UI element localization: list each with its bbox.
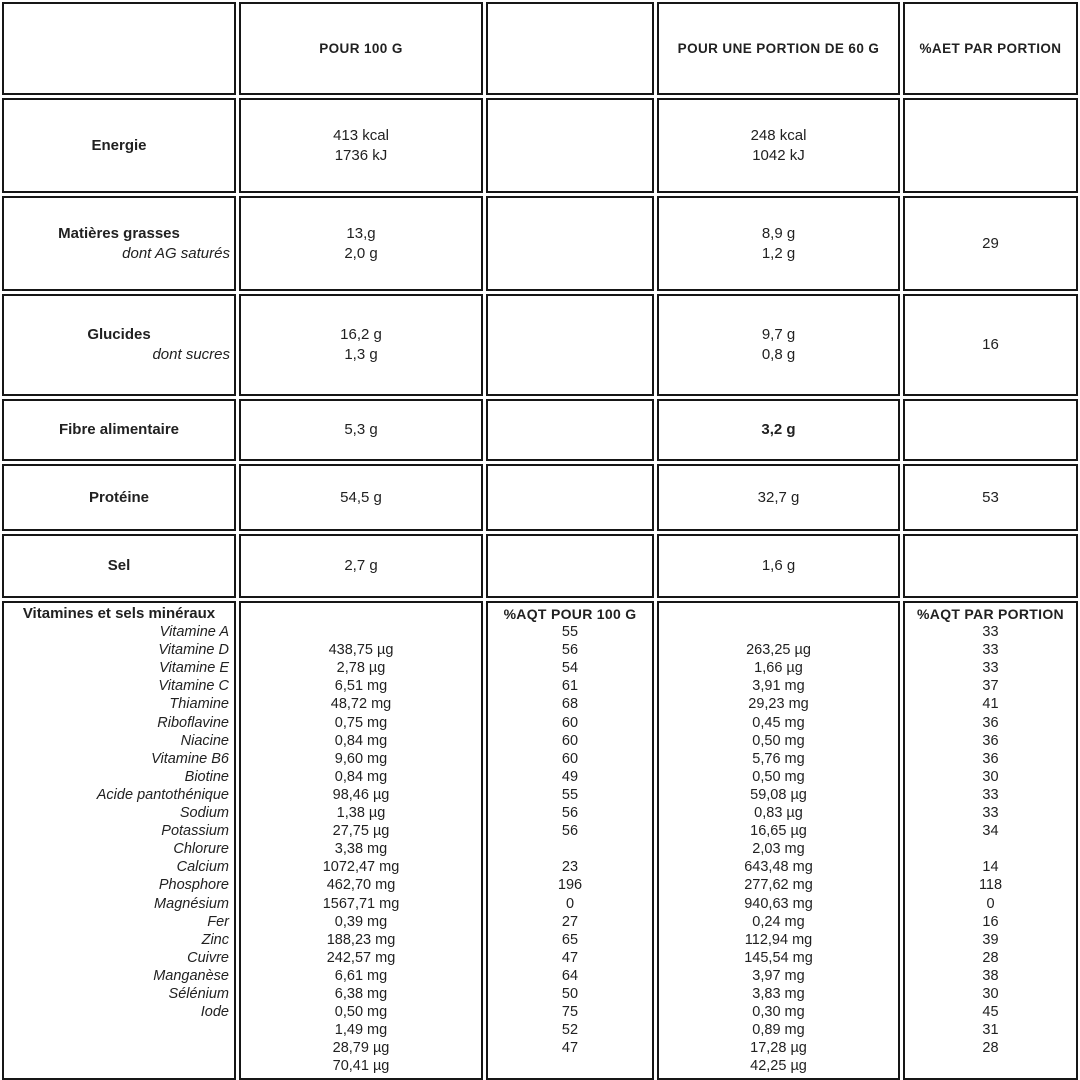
vitamin-aqt-100g: 60 bbox=[561, 732, 579, 749]
aqt-per-100g-header: %AQT POUR 100 G bbox=[503, 606, 637, 622]
vitamins-aqt-100g-column bbox=[486, 601, 654, 1080]
row-proteine-spacer-cell bbox=[486, 464, 654, 531]
vitamin-aqt-100g: 55 bbox=[561, 786, 579, 803]
vitamin-aqt-portion: 37 bbox=[982, 678, 999, 695]
blank-line bbox=[241, 623, 481, 641]
vitamin-value-portion: 2,03 mg bbox=[752, 841, 805, 858]
vitamin-value-100g: 6,51 mg bbox=[334, 678, 388, 695]
vitamin-value-portion: 277,62 mg bbox=[744, 877, 813, 894]
blank-line bbox=[905, 1057, 1076, 1075]
value-line: 413 kcal bbox=[333, 126, 389, 144]
row-fibre-spacer-cell bbox=[486, 399, 654, 461]
vitamin-aqt-portion: 33 bbox=[982, 786, 999, 803]
vitamin-value-portion: 0,30 mg bbox=[752, 1004, 805, 1021]
vitamin-label: Magnésium bbox=[154, 895, 229, 912]
vitamin-aqt-100g: 27 bbox=[561, 913, 579, 930]
vitamin-value-100g: 462,70 mg bbox=[326, 877, 396, 894]
value-line: 3,2 g bbox=[761, 421, 796, 438]
vitamin-value-100g: 70,41 µg bbox=[332, 1058, 390, 1075]
vitamin-aqt-100g: 50 bbox=[561, 985, 579, 1002]
vitamin-value-100g: 1072,47 mg bbox=[322, 859, 400, 876]
vitamin-aqt-100g: 64 bbox=[561, 967, 579, 984]
value-line: 8,9 g bbox=[761, 224, 796, 242]
vitamin-value-portion: 0,50 mg bbox=[752, 768, 805, 785]
value-line: 9,7 g bbox=[761, 326, 796, 343]
row-fibre-100g-cell bbox=[239, 399, 483, 461]
vitamin-aqt-portion: 33 bbox=[982, 624, 999, 641]
value-line: 2,7 g bbox=[344, 557, 378, 574]
vitamin-aqt-100g: 75 bbox=[561, 1004, 579, 1021]
value-line: 16,2 g bbox=[340, 326, 382, 343]
header-per-portion bbox=[657, 2, 900, 95]
row-matieres-grasses-spacer-cell bbox=[486, 196, 654, 291]
header-per-portion-label: POUR UNE PORTION DE 60 G bbox=[677, 41, 880, 56]
row-glucides-portion-cell bbox=[657, 294, 900, 396]
row-glucides-spacer-cell bbox=[486, 294, 654, 396]
vitamin-label: Thiamine bbox=[169, 696, 229, 713]
vitamin-value-portion: 3,97 mg bbox=[752, 967, 805, 984]
vitamin-aqt-portion: 16 bbox=[982, 913, 999, 930]
vitamin-value-100g: 0,39 mg bbox=[334, 913, 388, 930]
vitamin-aqt-100g: 56 bbox=[561, 823, 579, 840]
vitamin-value-portion: 3,83 mg bbox=[752, 985, 805, 1002]
blank-line bbox=[488, 840, 652, 858]
vitamin-aqt-portion: 30 bbox=[982, 768, 999, 785]
vitamin-value-100g: 188,23 mg bbox=[326, 931, 396, 948]
vitamin-aqt-portion: 0 bbox=[986, 895, 995, 912]
vitamin-value-portion: 940,63 mg bbox=[744, 895, 813, 912]
vitamin-label: Fer bbox=[207, 913, 229, 930]
blank-line bbox=[4, 1057, 234, 1075]
row-energie-label-cell bbox=[2, 98, 236, 193]
vitamin-value-portion: 1,66 µg bbox=[754, 660, 803, 677]
row-fibre-label-cell bbox=[2, 399, 236, 461]
value-line: 5,3 g bbox=[344, 421, 378, 438]
blank-line bbox=[659, 605, 898, 623]
vitamin-aqt-100g: 55 bbox=[561, 624, 579, 641]
row-proteine-label-cell bbox=[2, 464, 236, 531]
value-line: 1,3 g bbox=[344, 346, 378, 363]
vitamin-value-portion: 0,50 mg bbox=[752, 732, 805, 749]
vitamin-aqt-portion: 39 bbox=[982, 931, 999, 948]
row-energie-aet-cell bbox=[903, 98, 1078, 193]
vitamin-label: Acide pantothénique bbox=[96, 786, 229, 803]
vitamin-aqt-100g: 52 bbox=[561, 1022, 579, 1039]
value-line: 13,g bbox=[346, 224, 376, 242]
vitamin-value-100g: 1567,71 mg bbox=[322, 895, 400, 912]
vitamin-aqt-100g: 60 bbox=[561, 750, 579, 767]
value-line: 0,8 g bbox=[761, 346, 796, 363]
vitamin-label: Potassium bbox=[161, 823, 229, 840]
vitamin-aqt-portion: 36 bbox=[982, 714, 999, 731]
vitamin-label: Vitamine C bbox=[158, 678, 229, 695]
row-glucides-aet-cell bbox=[903, 294, 1078, 396]
vitamin-aqt-100g: 54 bbox=[561, 660, 579, 677]
blank-line bbox=[241, 605, 481, 623]
row-matieres-grasses-portion-cell bbox=[657, 196, 900, 291]
row-matieres-grasses-100g-cell bbox=[239, 196, 483, 291]
row-label: Matières grasses bbox=[58, 224, 180, 242]
vitamin-label: Zinc bbox=[201, 931, 229, 948]
vitamin-value-100g: 242,57 mg bbox=[326, 949, 396, 966]
vitamin-aqt-100g: 47 bbox=[561, 949, 579, 966]
vitamin-aqt-portion: 33 bbox=[982, 805, 999, 822]
vitamin-value-portion: 17,28 µg bbox=[750, 1040, 807, 1057]
vitamin-value-100g: 0,75 mg bbox=[334, 714, 388, 731]
vitamin-value-portion: 263,25 µg bbox=[746, 642, 811, 659]
vitamin-value-portion: 643,48 mg bbox=[744, 859, 813, 876]
row-label: Sel bbox=[107, 557, 131, 574]
blank-line bbox=[659, 623, 898, 641]
vitamin-value-portion: 0,83 µg bbox=[754, 805, 803, 822]
vitamin-aqt-100g: 56 bbox=[561, 805, 579, 822]
vitamin-aqt-portion: 30 bbox=[982, 985, 999, 1002]
vitamin-aqt-portion: 31 bbox=[982, 1022, 999, 1039]
vitamin-value-100g: 0,84 mg bbox=[334, 732, 388, 749]
row-sel-aet-cell bbox=[903, 534, 1078, 598]
row-energie-portion-cell bbox=[657, 98, 900, 193]
vitamin-label: Vitamine D bbox=[158, 642, 229, 659]
vitamin-aqt-portion: 41 bbox=[982, 696, 999, 713]
vitamin-value-portion: 0,24 mg bbox=[752, 913, 805, 930]
vitamin-aqt-100g: 65 bbox=[561, 931, 579, 948]
vitamins-aqt-portion-column bbox=[903, 601, 1078, 1080]
vitamin-aqt-100g: 196 bbox=[557, 877, 583, 894]
value-line: 53 bbox=[982, 488, 999, 506]
vitamin-aqt-portion: 36 bbox=[982, 750, 999, 767]
aqt-per-portion-header: %AQT PAR PORTION bbox=[917, 606, 1064, 622]
vitamin-aqt-100g: 56 bbox=[561, 642, 579, 659]
blank-line bbox=[905, 840, 1076, 858]
vitamin-value-portion: 59,08 µg bbox=[750, 786, 807, 803]
vitamin-aqt-portion: 33 bbox=[982, 642, 999, 659]
vitamin-value-100g: 1,49 mg bbox=[334, 1022, 388, 1039]
vitamin-aqt-100g: 47 bbox=[561, 1040, 579, 1057]
vitamins-per-100g-column bbox=[239, 601, 483, 1080]
value-line: 1,2 g bbox=[761, 244, 796, 262]
vitamin-label: Iode bbox=[200, 1004, 229, 1021]
vitamin-label: Sélénium bbox=[168, 985, 229, 1002]
vitamin-label: Biotine bbox=[184, 768, 229, 785]
vitamin-label: Sodium bbox=[179, 805, 229, 822]
row-label: Fibre alimentaire bbox=[58, 421, 180, 438]
vitamin-value-portion: 29,23 mg bbox=[748, 696, 809, 713]
vitamin-value-100g: 48,72 mg bbox=[330, 696, 392, 713]
row-label: Glucides bbox=[87, 326, 151, 343]
vitamins-labels-column bbox=[2, 601, 236, 1080]
row-sel-spacer-cell bbox=[486, 534, 654, 598]
vitamin-value-100g: 98,46 µg bbox=[332, 786, 390, 803]
vitamin-value-100g: 9,60 mg bbox=[334, 750, 388, 767]
vitamin-value-100g: 438,75 µg bbox=[328, 642, 394, 659]
row-fibre-aet-cell bbox=[903, 399, 1078, 461]
row-fibre-portion-cell bbox=[657, 399, 900, 461]
vitamin-label: Calcium bbox=[176, 859, 229, 876]
vitamin-value-100g: 0,50 mg bbox=[334, 1004, 388, 1021]
row-proteine-aet-cell bbox=[903, 464, 1078, 531]
vitamin-aqt-100g: 68 bbox=[561, 696, 579, 713]
header-aet-per-portion bbox=[903, 2, 1078, 95]
vitamin-label: Vitamine E bbox=[159, 660, 229, 677]
vitamin-value-100g: 1,38 µg bbox=[336, 805, 386, 822]
vitamin-value-portion: 3,91 mg bbox=[752, 678, 805, 695]
vitamin-aqt-portion: 28 bbox=[982, 949, 999, 966]
value-line: 1736 kJ bbox=[334, 146, 388, 164]
vitamins-section-title: Vitamines et sels minéraux bbox=[22, 605, 216, 622]
row-label: Protéine bbox=[88, 488, 149, 506]
vitamin-label: Niacine bbox=[180, 732, 229, 749]
vitamin-value-100g: 28,79 µg bbox=[332, 1040, 390, 1057]
vitamin-value-portion: 16,65 µg bbox=[750, 823, 807, 840]
row-sel-label-cell bbox=[2, 534, 236, 598]
row-energie-spacer-cell bbox=[486, 98, 654, 193]
vitamin-aqt-portion: 34 bbox=[982, 823, 999, 840]
vitamin-label: Manganèse bbox=[153, 967, 229, 984]
vitamin-aqt-100g: 0 bbox=[565, 895, 575, 912]
vitamin-value-portion: 5,76 mg bbox=[752, 750, 805, 767]
vitamin-aqt-portion: 28 bbox=[982, 1040, 999, 1057]
vitamin-label: Cuivre bbox=[187, 949, 229, 966]
vitamin-label: Chlorure bbox=[173, 841, 229, 858]
row-energie-100g-cell bbox=[239, 98, 483, 193]
vitamin-value-portion: 42,25 µg bbox=[750, 1058, 807, 1075]
header-per-100g bbox=[239, 2, 483, 95]
row-matieres-grasses-aet-cell bbox=[903, 196, 1078, 291]
vitamin-value-portion: 112,94 mg bbox=[744, 931, 813, 948]
vitamin-value-100g: 0,84 mg bbox=[334, 768, 388, 785]
header-aet-label: %AET PAR PORTION bbox=[919, 41, 1062, 56]
value-line: 29 bbox=[982, 234, 999, 252]
value-line: 1,6 g bbox=[761, 557, 796, 574]
value-line: 16 bbox=[982, 336, 999, 353]
vitamin-value-100g: 2,78 µg bbox=[336, 660, 386, 677]
blank-line bbox=[4, 1039, 234, 1057]
vitamin-aqt-100g: 60 bbox=[561, 714, 579, 731]
value-line: 1042 kJ bbox=[752, 146, 805, 164]
row-glucides-100g-cell bbox=[239, 294, 483, 396]
vitamin-aqt-portion: 33 bbox=[982, 660, 999, 677]
row-proteine-100g-cell bbox=[239, 464, 483, 531]
row-proteine-portion-cell bbox=[657, 464, 900, 531]
blank-line bbox=[4, 1021, 234, 1039]
vitamin-value-portion: 0,89 mg bbox=[752, 1022, 805, 1039]
vitamin-value-portion: 145,54 mg bbox=[744, 949, 813, 966]
vitamin-aqt-portion: 45 bbox=[982, 1004, 999, 1021]
vitamin-aqt-portion: 36 bbox=[982, 732, 999, 749]
vitamin-aqt-portion: 38 bbox=[982, 967, 999, 984]
header-cell-spacer bbox=[486, 2, 654, 95]
row-sel-portion-cell bbox=[657, 534, 900, 598]
header-cell-empty bbox=[2, 2, 236, 95]
vitamin-aqt-portion: 118 bbox=[978, 877, 1003, 894]
vitamin-aqt-100g: 61 bbox=[561, 678, 579, 695]
row-label: Energie bbox=[91, 136, 147, 154]
row-sublabel: dont AG saturés bbox=[122, 244, 230, 262]
vitamin-aqt-portion: 14 bbox=[982, 859, 999, 876]
vitamin-label: Phosphore bbox=[158, 877, 229, 894]
blank-line bbox=[488, 1057, 652, 1075]
header-per-100g-label: POUR 100 G bbox=[319, 41, 403, 56]
value-line: 2,0 g bbox=[344, 244, 378, 262]
row-sel-100g-cell bbox=[239, 534, 483, 598]
vitamin-label: Riboflavine bbox=[157, 714, 229, 731]
value-line: 54,5 g bbox=[340, 488, 382, 506]
row-glucides-label-cell bbox=[2, 294, 236, 396]
vitamin-value-portion: 0,45 mg bbox=[752, 714, 805, 731]
vitamin-value-100g: 6,61 mg bbox=[334, 967, 388, 984]
vitamin-label: Vitamine A bbox=[159, 624, 229, 641]
vitamin-label: Vitamine B6 bbox=[151, 750, 229, 767]
vitamin-value-100g: 3,38 mg bbox=[334, 841, 388, 858]
vitamin-value-100g: 27,75 µg bbox=[332, 823, 390, 840]
value-line: 248 kcal bbox=[750, 126, 807, 144]
vitamin-aqt-100g: 23 bbox=[561, 859, 579, 876]
vitamin-aqt-100g: 49 bbox=[561, 768, 579, 785]
row-sublabel: dont sucres bbox=[152, 346, 230, 363]
vitamin-value-100g: 6,38 mg bbox=[334, 985, 388, 1002]
row-matieres-grasses-label-cell bbox=[2, 196, 236, 291]
value-line: 32,7 g bbox=[757, 488, 800, 506]
vitamins-per-portion-column bbox=[657, 601, 900, 1080]
